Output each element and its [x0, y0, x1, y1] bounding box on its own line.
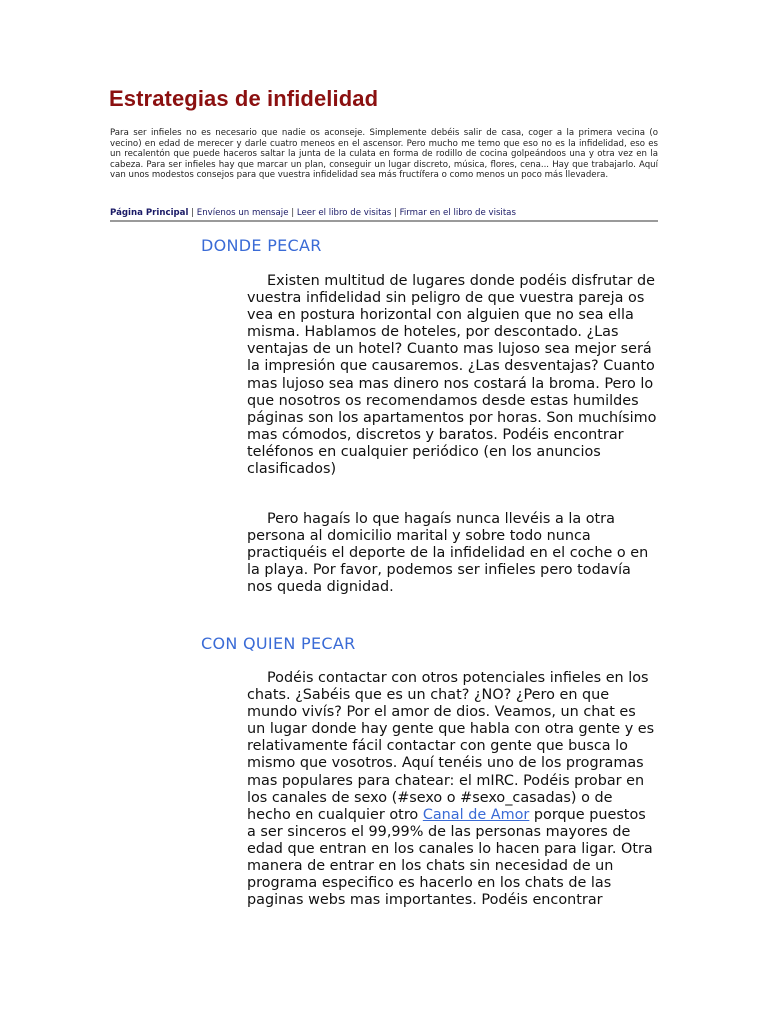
donde-pecar-paragraph-2: Pero hagaís lo que hagaís nunca llevéis a la otra persona al domicilio marital y sobre todo nunca practiquéis el deporte de la infidelidad en el coche o en la playa. Por favor, podemos ser infieles pero todavía nos queda dignidad.	[247, 511, 649, 596]
nav-link-sign-guestbook[interactable]: Firmar en el libro de visitas	[399, 208, 516, 218]
section-heading-con-quien-pecar: CON QUIEN PECAR	[201, 634, 356, 653]
con-quien-pecar-paragraph	[247, 670, 657, 909]
paragraph-text: porque puestos a ser sinceros el 99,99% de las personas mayores de edad que entran en los canales lo hacen para ligar. Otra manera de entrar en los chats sin necesidad de un programa especifico es hacerlo en los chats de las paginas webs mas importantes. Podéis encontrar	[247, 806, 653, 909]
intro-paragraph: Para ser infieles no es necesario que nadie os aconseje. Simplemente debéis salir de casa, coger a la primera vecina (o vecino) en edad de merecer y darle cuatro meneos en el ascensor. Pero mucho me temo que eso no es la infidelidad, eso es un recalentón que puede haceros saltar la junta de la culata en forma de rodillo de cocina golpeándoos una y otra vez en la cabeza. Para ser infieles hay que marcar un plan, conseguir un lugar discreto, música, flores, cena... Hay que trabajarlo. Aquí van unos modestos consejos para que vuestra infidelidad sea más fructífera o como menos un poco más llevadera.	[110, 128, 658, 180]
nav-separator: |	[391, 208, 400, 218]
donde-pecar-paragraph-1: Existen multitud de lugares donde podéis disfrutar de vuestra infidelidad sin peligro de que vuestra pareja os vea en postura horizontal con alguien que no sea ella misma. Hablamos de hoteles, por descontado. ¿Las ventajas de un hotel? Cuanto mas lujoso sea mejor será la impresión que causaremos. ¿Las desventajas? Cuanto mas lujoso sea mas dinero nos costará la broma. Pero lo que nosotros os recomendamos desde estas humildes páginas son los apartamentos por horas. Son muchísimo mas cómodos, discretos y baratos. Podéis encontrar teléfonos en cualquier periódico (en los anuncios clasificados)	[247, 273, 657, 478]
section-heading-donde-pecar: DONDE PECAR	[201, 236, 322, 255]
nav-link-read-guestbook[interactable]: Leer el libro de visitas	[296, 208, 392, 218]
paragraph-text: Podéis contactar con otros potenciales infieles en los chats. ¿Sabéis que es un chat? ¿NO? ¿Pero en que mundo vivís? Por el amor de dios. Veamos, un chat es un lugar donde hay gente que habla con otra gente y es relativamente fácil contactar con gente que busca lo mismo que vosotros. Aquí tenéis uno de los programas mas populares para chatear: el mIRC. Podéis probar en los canales de sexo (#sexo o #sexo_casadas) o de hecho en cualquier otro	[247, 670, 655, 823]
nav-link-home[interactable]: Página Principal	[110, 208, 189, 218]
canal-de-amor-link[interactable]: Canal de Amor	[422, 806, 530, 823]
page-title: Estrategias de infidelidad	[109, 86, 379, 111]
nav-link-send-message[interactable]: Envíenos un mensaje	[196, 208, 289, 218]
nav-bar	[110, 208, 658, 222]
nav-separator: |	[288, 208, 297, 218]
nav-separator: |	[188, 208, 197, 218]
